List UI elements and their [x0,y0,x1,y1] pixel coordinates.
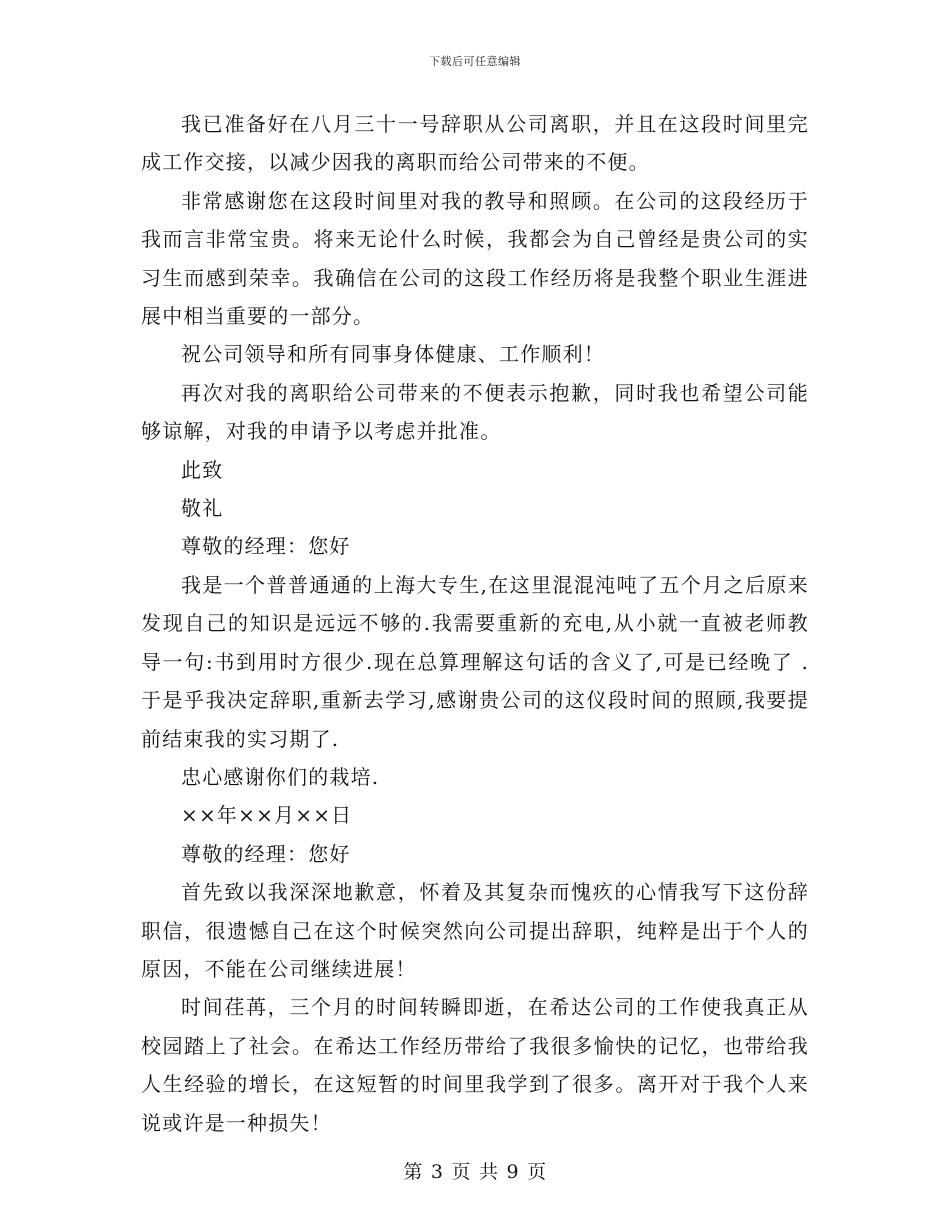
page-header-note: 下载后可任意编辑 [429,55,521,68]
salutation: 尊敬的经理：您好 [181,534,351,559]
footer-label-page: 第 [403,1161,423,1183]
total-pages: 9 [506,1161,520,1183]
paragraph: 我已准备好在八月三十一号辞职从公司离职，并且在这段时间里完成工作交接，以减少因我的离职而给公司带来的不便。 [141,112,809,175]
footer-label-total: 共 [479,1161,499,1183]
paragraph: 首先致以我深深地歉意，怀着及其复杂而愧疚的心情我写下这份辞职信，很遗憾自己在这个时候突然向公司提出辞职，纯粹是出于个人的原因，不能在公司继续进展！ [141,880,809,981]
letter-body [141,105,809,1142]
page-number: 3 [430,1161,444,1183]
page-footer [0,1157,950,1184]
paragraph: 祝公司领导和所有同事身体健康、工作顺利！ [181,342,605,367]
paragraph: 忠心感谢你们的栽培. [181,764,380,789]
paragraph: 时间荏苒，三个月的时间转瞬即逝，在希达公司的工作使我真正从校园踏上了社会。在希达工作经历带给了我很多愉快的记忆，也带给我人生经验的增长，在这短暂的时间里我学到了很多。离开对于我个人来说或许是一种损失！ [141,995,809,1135]
closing-line: 此致 [181,457,224,482]
date-line: ××年××月××日 [181,803,353,828]
footer-label-end: 页 [527,1161,547,1183]
paragraph: 非常感谢您在这段时间里对我的教导和照顾。在公司的这段经历于我而言非常宝贵。将来无论什么时候，我都会为自己曾经是贵公司的实习生而感到荣幸。我确信在公司的这段工作经历将是我整个职业生涯进展中相当重要的一部分。 [141,188,809,329]
closing-line: 敬礼 [181,496,224,521]
footer-label-of: 页 [451,1161,471,1183]
paragraph: 再次对我的离职给公司带来的不便表示抱歉，同时我也希望公司能够谅解，对我的申请予以考虑并批准。 [141,380,809,444]
salutation: 尊敬的经理：您好 [181,841,351,866]
paragraph: 我是一个普普通通的上海大专生,在这里混混沌吨了五个月之后原来发现自己的知识是远远不够的.我需要重新的充电,从小就一直被老师教导一句:书到用时方很少.现在总算理解这句话的含义了,可是已经晚了 .于是乎我决定辞职,重新去学习,感谢贵公司的这仪段时间的照顾,我要提前结束我的实习期了. [141,572,809,751]
